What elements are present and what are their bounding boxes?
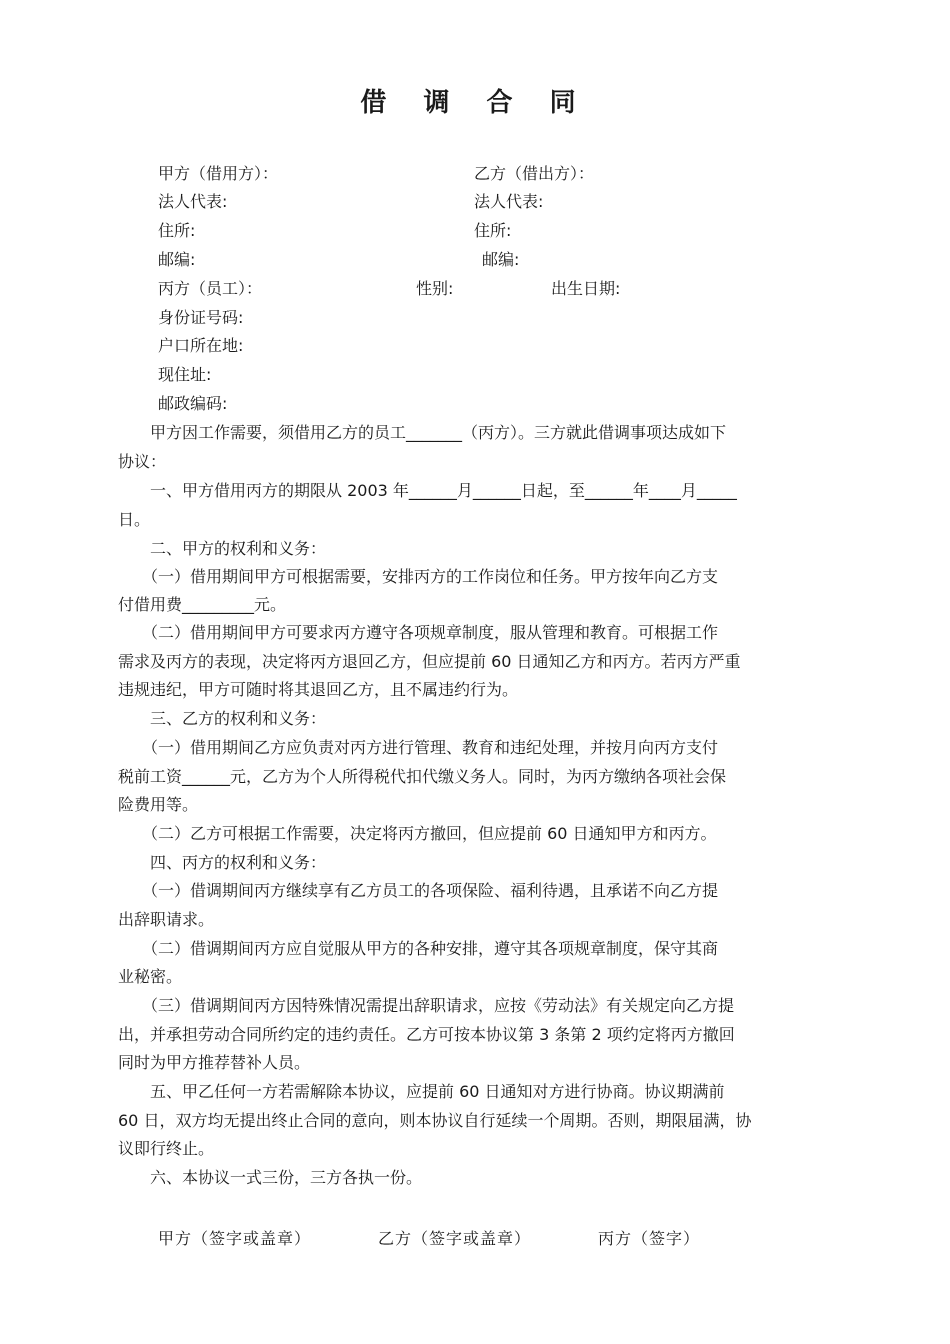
- body-line: 一、甲方借用丙方的期限从 2003 年______月______日起，至______年____月_____: [118, 481, 737, 500]
- birth-date-label: 出生日期:: [551, 279, 621, 298]
- body-line: 违规违纪，甲方可随时将其退回乙方，且不属违约行为。: [118, 680, 519, 699]
- body-line: 付借用费_________元。: [118, 595, 287, 614]
- body-line: 需求及丙方的表现，决定将丙方退回乙方，但应提前 60 日通知乙方和丙方。若丙方严重: [118, 652, 741, 671]
- postcode-a-label: 邮编:: [158, 250, 196, 269]
- body-line: 日。: [118, 510, 151, 529]
- body-line: 六、本协议一式三份，三方各执一份。: [118, 1168, 423, 1187]
- body-line: 业秘密。: [118, 967, 183, 986]
- signature-party-a: 甲方（签字或盖章）: [158, 1229, 312, 1248]
- body-line: 议即行终止。: [118, 1139, 215, 1158]
- hukou-label: 户口所在地:: [158, 336, 244, 355]
- body-line: （一）借调期间丙方继续享有乙方员工的各项保险、福利待遇，且承诺不向乙方提: [118, 881, 719, 900]
- body-line: （二）借调期间丙方应自觉服从甲方的各种安排，遵守其各项规章制度，保守其商: [118, 939, 719, 958]
- body-line: （三）借调期间丙方因特殊情况需提出辞职请求，应按《劳动法》有关规定向乙方提: [118, 996, 735, 1015]
- legal-rep-b-label: 法人代表:: [474, 192, 544, 211]
- body-line: 税前工资______元，乙方为个人所得税代扣代缴义务人。同时，为丙方缴纳各项社会保: [118, 767, 727, 786]
- address-a-label: 住所:: [158, 221, 196, 240]
- address-b-label: 住所:: [474, 221, 512, 240]
- party-b-label: 乙方（借出方）：: [474, 164, 595, 183]
- postal-code-label: 邮政编码:: [158, 394, 228, 413]
- body-line: 甲方因工作需要，须借用乙方的员工_______（丙方）。三方就此借调事项达成如下: [118, 423, 727, 442]
- postcode-b-label: 邮编:: [482, 250, 520, 269]
- gender-label: 性别:: [416, 279, 454, 298]
- body-line: 四、丙方的权利和义务：: [118, 853, 327, 872]
- id-number-label: 身份证号码:: [158, 308, 244, 327]
- party-a-label: 甲方（借用方）：: [158, 164, 279, 183]
- document-title: 借 调 合 同: [360, 88, 590, 118]
- body-line: 同时为甲方推荐替补人员。: [118, 1053, 311, 1072]
- body-line: 60 日，双方均无提出终止合同的意向，则本协议自行延续一个周期。否则，期限届满，协: [118, 1111, 752, 1130]
- party-c-label: 丙方（员工）：: [158, 279, 263, 298]
- body-line: 协议：: [118, 452, 167, 471]
- signature-party-c: 丙方（签字）: [598, 1229, 701, 1248]
- body-line: 出，并承担劳动合同所约定的违约责任。乙方可按本协议第 3 条第 2 项约定将丙方撤回: [118, 1025, 735, 1044]
- body-line: 五、甲乙任何一方若需解除本协议，应提前 60 日通知对方进行协商。协议期满前: [118, 1082, 725, 1101]
- legal-rep-a-label: 法人代表:: [158, 192, 228, 211]
- body-line: （二）借用期间甲方可要求丙方遵守各项规章制度，服从管理和教育。可根据工作: [118, 623, 719, 642]
- body-line: 出辞职请求。: [118, 910, 215, 929]
- body-line: 三、乙方的权利和义务：: [118, 709, 327, 728]
- signature-party-b: 乙方（签字或盖章）: [378, 1229, 532, 1248]
- body-line: （一）借用期间甲方可根据需要，安排丙方的工作岗位和任务。甲方按年向乙方支: [118, 567, 719, 586]
- current-address-label: 现住址:: [158, 365, 212, 384]
- body-line: （一）借用期间乙方应负责对丙方进行管理、教育和违纪处理，并按月向丙方支付: [118, 738, 719, 757]
- body-line: 二、甲方的权利和义务：: [118, 539, 327, 558]
- body-line: （二）乙方可根据工作需要，决定将丙方撤回，但应提前 60 日通知甲方和丙方。: [118, 824, 717, 843]
- body-line: 险费用等。: [118, 795, 199, 814]
